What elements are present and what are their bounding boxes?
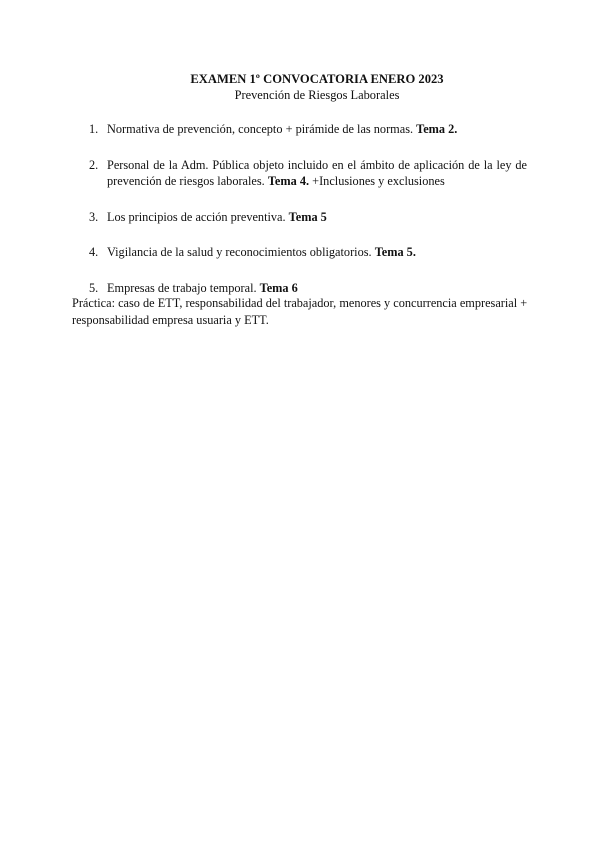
list-item <box>0 280 527 297</box>
list-item-text: Normativa de prevención, concepto + pirámide de las normas. <box>107 122 417 136</box>
list-item-text: Personal de la Adm. Pública objeto incluido en el ámbito de aplicación de la ley de prevención de riesgos laborales. <box>107 157 527 188</box>
list-item-topic: Tema 6 <box>259 280 298 295</box>
list-item-topic: Tema 4. <box>267 174 310 188</box>
page-title: EXAMEN 1º CONVOCATORIA ENERO 2023 <box>190 72 444 86</box>
list-item-text: Vigilancia de la salud y reconocimientos obligatorios. <box>107 245 375 259</box>
list-item <box>0 157 527 190</box>
list-item-topic: Tema 2. <box>416 122 458 136</box>
list-item-number: 4. <box>89 245 99 259</box>
list-item-text: Los principios de acción preventiva. <box>107 209 289 224</box>
list-item-number: 5. <box>89 280 99 295</box>
page-subtitle: Prevención de Riesgos Laborales <box>234 88 400 102</box>
practice-paragraph: Práctica: caso de ETT, responsabilidad del trabajador, menores y concurrencia empresarial + responsabilidad empresa usuaria y ETT. <box>72 296 528 327</box>
list-item <box>0 121 527 138</box>
list-item-number: 3. <box>89 209 99 224</box>
list-item-extra: +Inclusiones y exclusiones <box>309 174 445 188</box>
list-item <box>0 244 527 261</box>
list-item-number: 1. <box>89 122 99 136</box>
list-item-number: 2. <box>89 157 99 172</box>
list-item-topic: Tema 5. <box>374 245 416 259</box>
list-item <box>0 209 527 226</box>
list-item-text: Empresas de trabajo temporal. <box>107 280 260 295</box>
topic-list <box>0 121 600 315</box>
list-item-topic: Tema 5 <box>288 209 327 224</box>
